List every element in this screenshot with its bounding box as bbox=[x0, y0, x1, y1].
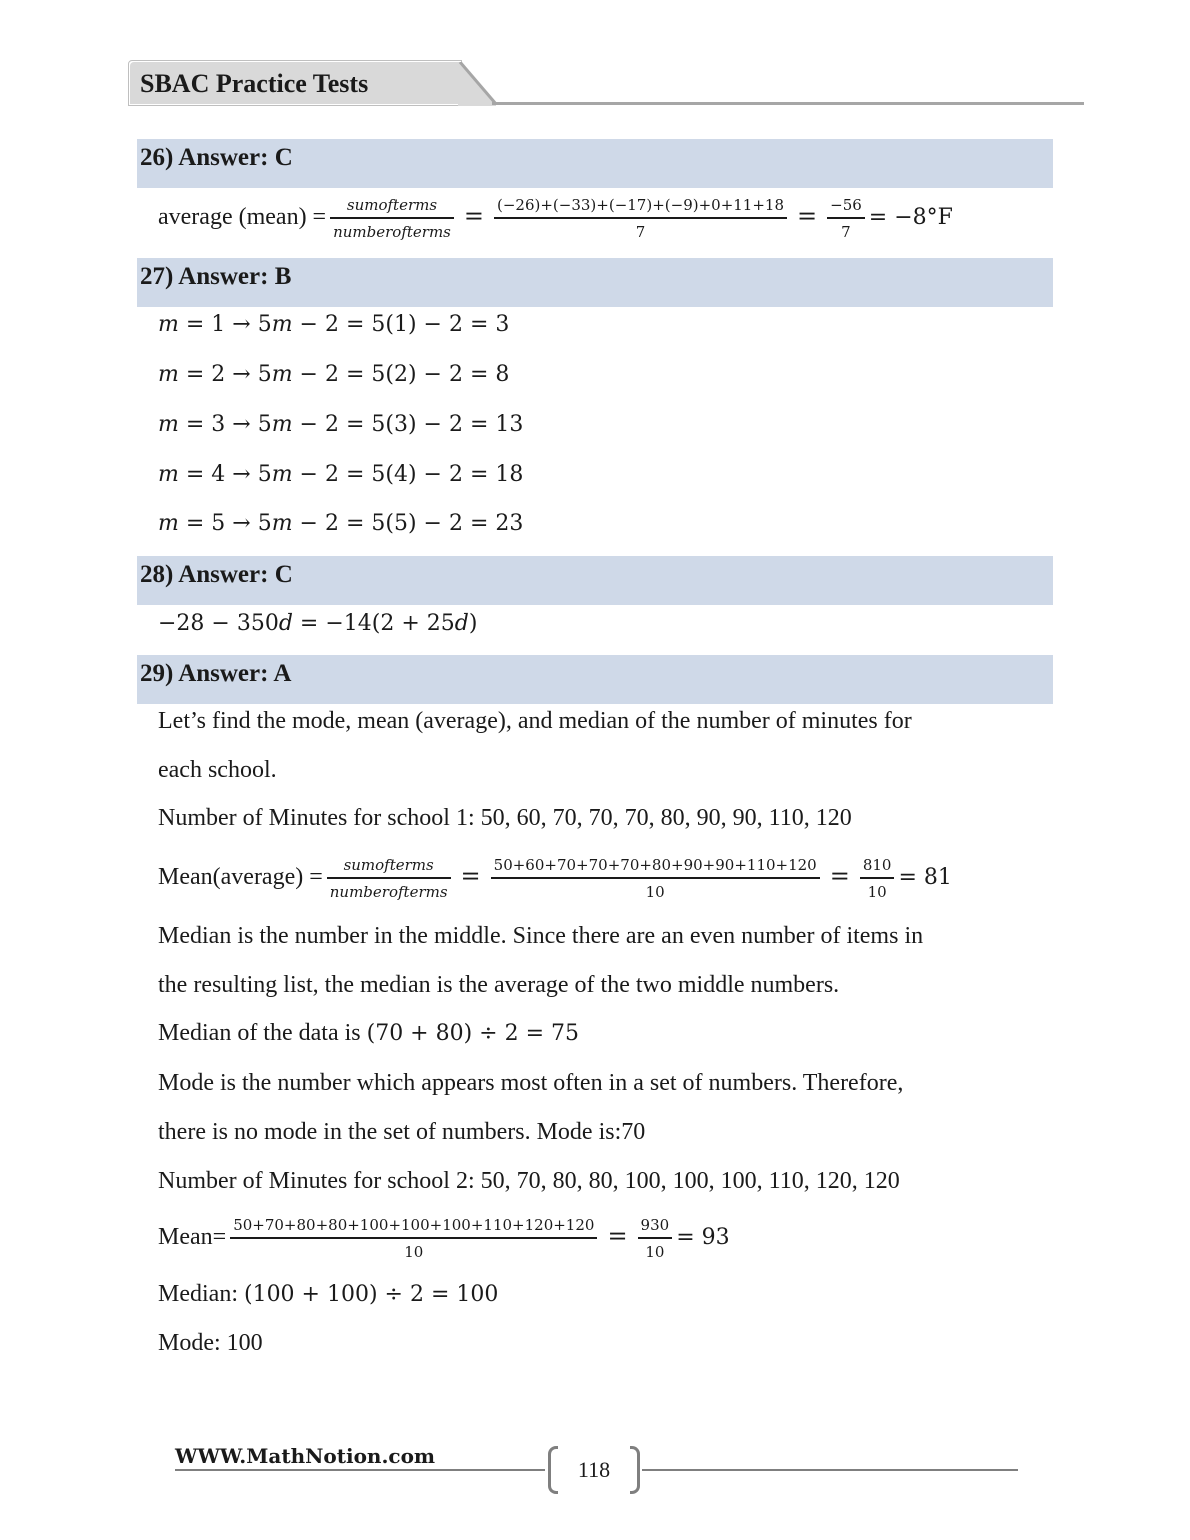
label: Mean= bbox=[158, 1224, 227, 1251]
numerator: 50+70+80+80+100+100+100+110+120+120 bbox=[230, 1216, 597, 1239]
denominator: 7 bbox=[635, 223, 646, 241]
fraction bbox=[327, 856, 451, 901]
denominator: 10 bbox=[404, 1243, 424, 1261]
denominator: numberofterms bbox=[333, 223, 451, 241]
footer-rule-right bbox=[642, 1469, 1018, 1471]
expression: (100 + 100) ÷ 2 = 100 bbox=[243, 1282, 499, 1307]
fraction bbox=[638, 1216, 673, 1261]
denominator: 7 bbox=[841, 223, 851, 241]
q27-line-3: 𝑚 = 3 → 5𝑚 − 2 = 5(3) − 2 = 13 bbox=[158, 412, 524, 437]
page-number: 118 bbox=[577, 1457, 611, 1482]
fraction bbox=[230, 1216, 597, 1261]
result: = 93 bbox=[676, 1225, 730, 1251]
q27-line-4: 𝑚 = 4 → 5𝑚 − 2 = 5(4) − 2 = 18 bbox=[158, 462, 524, 487]
q29-school1-mean: Mean(average) = $\frac{\text{sumofterms}}{\text{numberofterms}}$ = $\frac{50+60+70+70+70+80+90+90+110+120}{10}$ = $\frac{810}{10}$ = 81 bbox=[158, 856, 952, 901]
numerator: 50+60+70+70+70+80+90+90+110+120 bbox=[491, 856, 820, 879]
header-rule bbox=[492, 102, 1084, 105]
fraction bbox=[494, 196, 787, 241]
expression: (70 + 80) ÷ 2 = 75 bbox=[366, 1021, 580, 1046]
header-tab-slant bbox=[458, 62, 498, 106]
answer-heading: 27) Answer: B bbox=[140, 263, 292, 290]
q29-school2-mean: Mean= $\frac{50+70+80+80+100+100+100+110+120+120}{10}$ = $\frac{930}{10}$ = 93 bbox=[158, 1216, 730, 1261]
denominator: numberofterms bbox=[329, 883, 448, 901]
denominator: 10 bbox=[645, 883, 665, 901]
numerator: sumofterms bbox=[327, 856, 451, 879]
q29-median-def-2: the resulting list, the median is the average of the two middle numbers. bbox=[158, 972, 840, 998]
footer-website: WWW.MathNotion.com bbox=[175, 1444, 436, 1468]
answer-heading: 28) Answer: C bbox=[140, 561, 293, 588]
answer-heading: 29) Answer: A bbox=[140, 660, 292, 687]
q26-average-line: average (mean) = $\frac{\text{sumofterms}}{\text{numberofterms}}$ = $\frac{(-26)+(-33)+(-17)+(-9)+0+11+18}{7}$ = $\frac{-56}{7}$ = −8°F bbox=[158, 196, 953, 241]
answer-band-29 bbox=[137, 655, 1053, 704]
result: = −8°F bbox=[868, 205, 953, 231]
result: = 81 bbox=[898, 865, 952, 891]
label: Mean(average) = bbox=[158, 864, 323, 891]
q29-mode-def-2: there is no mode in the set of numbers. Mode is:70 bbox=[158, 1119, 646, 1145]
fraction bbox=[330, 196, 454, 241]
q29-school2-mode: Mode: 100 bbox=[158, 1330, 263, 1356]
q29-school1-median bbox=[158, 1018, 579, 1049]
denominator: 10 bbox=[645, 1243, 665, 1261]
q29-intro-2: each school. bbox=[158, 757, 277, 783]
q29-intro-1: Let’s find the mode, mean (average), and median of the number of minutes for bbox=[158, 708, 912, 734]
answer-heading: 26) Answer: C bbox=[140, 144, 293, 171]
q27-line-2: 𝑚 = 2 → 5𝑚 − 2 = 5(2) − 2 = 8 bbox=[158, 362, 510, 387]
page-header-title: SBAC Practice Tests bbox=[130, 62, 460, 104]
q27-line-5: 𝑚 = 5 → 5𝑚 − 2 = 5(5) − 2 = 23 bbox=[158, 511, 524, 536]
numerator: (−26)+(−33)+(−17)+(−9)+0+11+18 bbox=[494, 196, 787, 219]
fraction bbox=[827, 196, 865, 241]
denominator: 10 bbox=[867, 883, 887, 901]
q29-median-def-1: Median is the number in the middle. Since there are an even number of items in bbox=[158, 923, 924, 949]
answer-band-26 bbox=[137, 139, 1053, 188]
numerator: sumofterms bbox=[330, 196, 454, 219]
footer-rule-left bbox=[175, 1469, 545, 1471]
label: Median: bbox=[158, 1281, 238, 1307]
numerator: 930 bbox=[638, 1216, 673, 1239]
q27-line-1: 𝑚 = 1 → 5𝑚 − 2 = 5(1) − 2 = 3 bbox=[158, 312, 510, 337]
label: Median of the data is bbox=[158, 1020, 361, 1046]
q29-school1-list: Number of Minutes for school 1: 50, 60, 70, 70, 70, 80, 90, 90, 110, 120 bbox=[158, 805, 852, 831]
answer-band-28 bbox=[137, 556, 1053, 605]
numerator: 810 bbox=[860, 856, 895, 879]
q29-school2-median bbox=[158, 1279, 498, 1310]
numerator: −56 bbox=[827, 196, 865, 219]
q29-mode-def-1: Mode is the number which appears most often in a set of numbers. Therefore, bbox=[158, 1070, 904, 1096]
label: average (mean) = bbox=[158, 204, 327, 231]
q28-equation: −28 − 350𝑑 = −14(2 + 25𝑑) bbox=[158, 611, 478, 636]
q29-school2-list: Number of Minutes for school 2: 50, 70, 80, 80, 100, 100, 100, 110, 120, 120 bbox=[158, 1168, 900, 1194]
answer-band-27 bbox=[137, 258, 1053, 307]
fraction bbox=[491, 856, 820, 901]
fraction bbox=[860, 856, 895, 901]
